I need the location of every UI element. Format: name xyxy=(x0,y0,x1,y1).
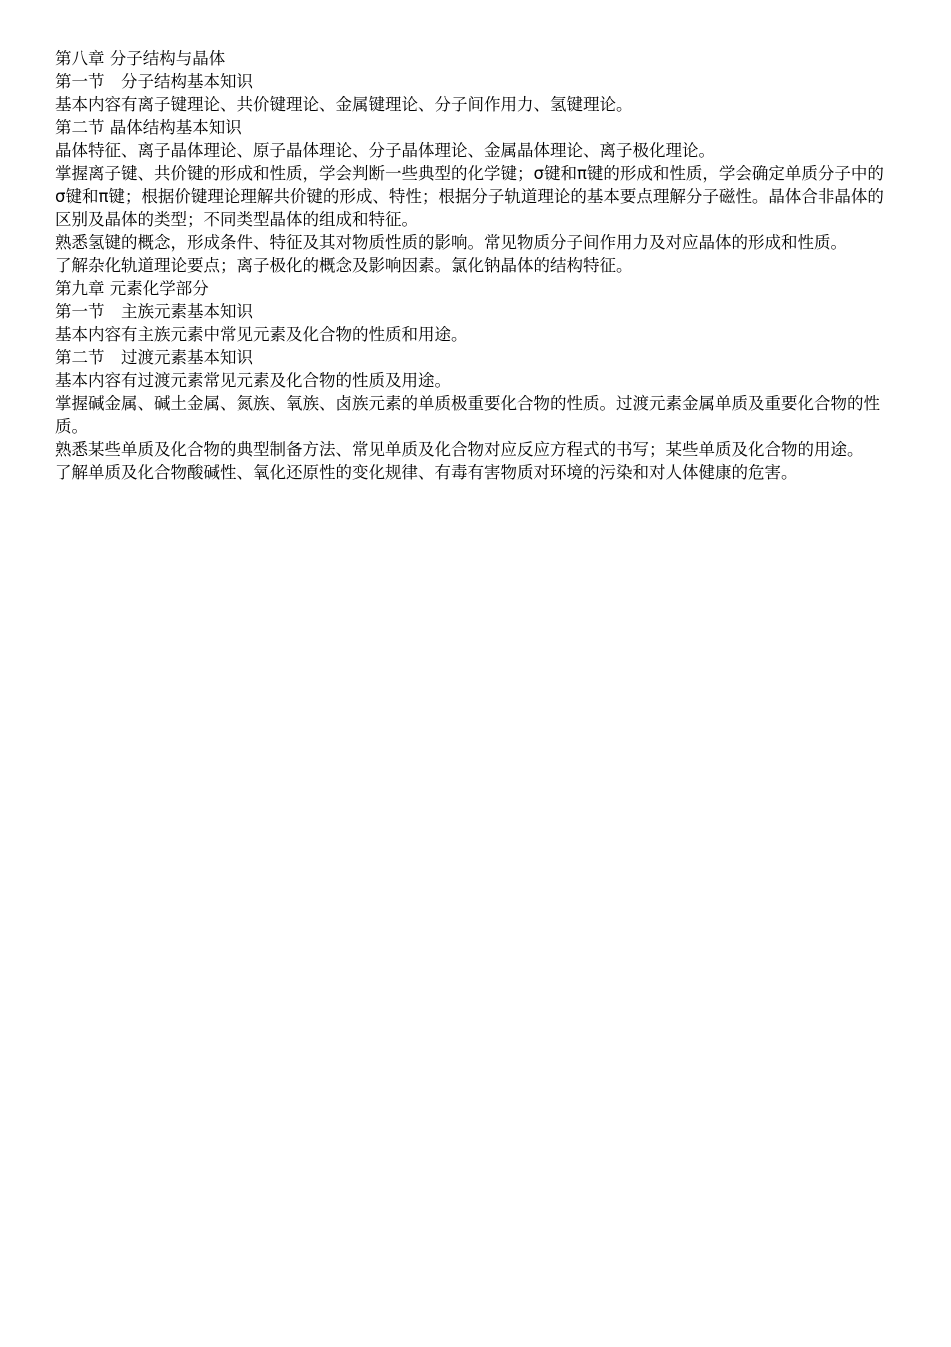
chapter-8-understand-paragraph: 了解杂化轨道理论要点；离子极化的概念及影响因素。氯化钠晶体的结构特征。 xyxy=(55,256,633,275)
chapter-8-title: 第八章 分子结构与晶体 xyxy=(55,49,226,68)
section-9-1-content: 基本内容有主族元素中常见元素及化合物的性质和用途。 xyxy=(55,325,468,344)
section-8-1-content: 基本内容有离子键理论、共价键理论、金属键理论、分子间作用力、氢键理论。 xyxy=(55,95,633,114)
section-9-2-title: 第二节 过渡元素基本知识 xyxy=(55,348,253,367)
section-8-1-title: 第一节 分子结构基本知识 xyxy=(55,72,253,91)
section-9-1-title: 第一节 主族元素基本知识 xyxy=(55,302,253,321)
section-8-2-title: 第二节 晶体结构基本知识 xyxy=(55,118,242,137)
chapter-8-familiar-paragraph: 熟悉氢键的概念，形成条件、特征及其对物质性质的影响。常见物质分子间作用力及对应晶体的形成和性质。 xyxy=(55,233,847,252)
chapter-9-master-paragraph: 掌握碱金属、碱土金属、氮族、氧族、卤族元素的单质极重要化合物的性质。过渡元素金属单质及重要化合物的性质。 xyxy=(55,394,880,436)
section-9-2-content: 基本内容有过渡元素常见元素及化合物的性质及用途。 xyxy=(55,371,451,390)
section-8-2-content: 晶体特征、离子晶体理论、原子晶体理论、分子晶体理论、金属晶体理论、离子极化理论。 xyxy=(55,141,715,160)
document-body xyxy=(55,47,890,484)
chapter-8-master-paragraph: 掌握离子键、共价键的形成和性质，学会判断一些典型的化学键；σ键和π键的形成和性质，学会确定单质分子中的σ键和π键；根据价键理论理解共价键的形成、特性；根据分子轨道理论的基本要点理解分子磁性。晶体合非晶体的区别及晶体的类型；不同类型晶体的组成和特征。 xyxy=(55,164,884,229)
chapter-9-title: 第九章 元素化学部分 xyxy=(55,279,209,298)
chapter-9-understand-paragraph: 了解单质及化合物酸碱性、氧化还原性的变化规律、有毒有害物质对环境的污染和对人体健康的危害。 xyxy=(55,463,798,482)
chapter-9-familiar-paragraph: 熟悉某些单质及化合物的典型制备方法、常见单质及化合物对应反应方程式的书写；某些单质及化合物的用途。 xyxy=(55,440,864,459)
